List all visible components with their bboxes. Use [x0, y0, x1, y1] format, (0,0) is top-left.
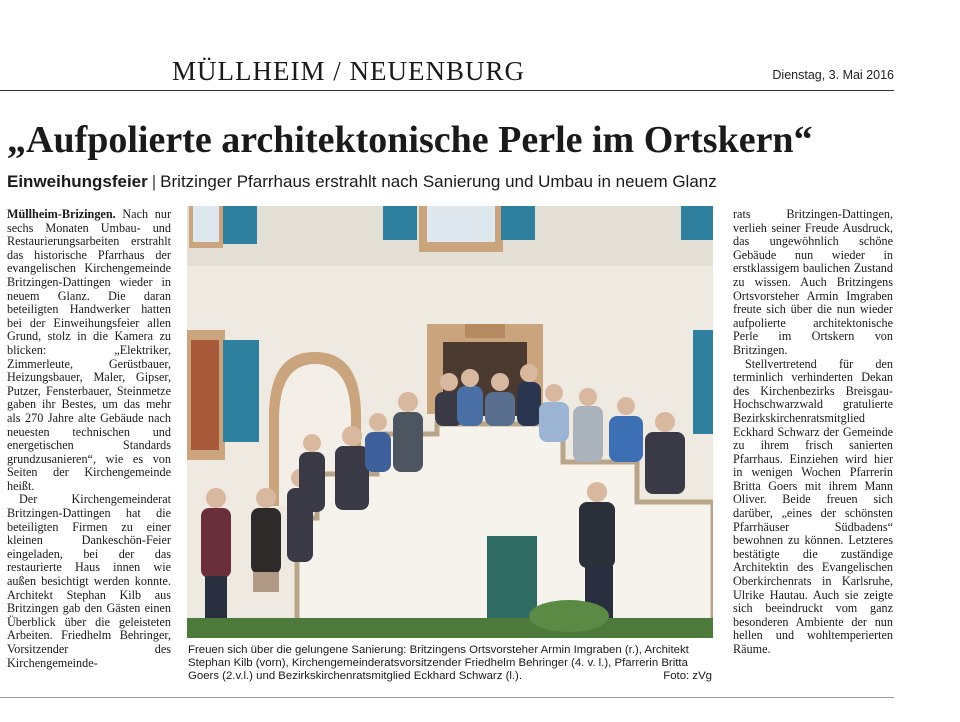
pfarrhaus-group-photo — [187, 206, 713, 638]
subheadline: Britzinger Pfarrhaus erstrahlt nach Sanierung und Umbau in neuem Glanz — [160, 172, 717, 191]
caption-text: Freuen sich über die gelungene Sanierung: Britzingens Ortsvorsteher Armin Imgraben (r.), Architekt Stephan Kilb (vorn), Kirchengemeinderatsvorsitzender Friedhelm Behringer (4. v. l.), Pfarrerin Britta Goers (2.v.l.) und Bezirkskirchenratsmitglied Eckhard Schwarz (l.). — [188, 644, 689, 682]
left-paragraph-1: Nach nur sechs Monaten Umbau- und Restaurierungsarbeiten erstrahlt das historische Pfarrhaus der evangelischen Kirchengemeinde Britzingen-Dattingen wieder in neuem Glanz. Die daran beteiligten Handwerker hatten bei der Einweihungsfeier allen Grund, stolz in die Kamera zu blicken: „Elektriker, Zimmerleute, Gerüstbauer, Heizungsbauer, Maler, Gipser, Putzer, Fensterbauer, Steinmetze gaben ihr Bestes, um das mehr als 270 Jahre alte Gebäude nach neuesten technischen und energetischen Standards grundzusanieren“, wie es von Seiten der Kirchengemeinde heißt. — [7, 207, 171, 493]
article-right-column — [733, 208, 893, 657]
right-paragraph-1: rats Britzingen-Dattingen, verlieh seiner Freude Ausdruck, das ungewöhnlich schöne Gebäude nun wieder in erstklassigem baulichen Zustand zu wissen. Auch Britzingens Ortsvorsteher Armin Imgraben freute sich über die nun wieder aufpolierte architektonische Perle im Ortskern von Britzingen. — [733, 207, 893, 357]
subhead-separator: | — [151, 172, 157, 191]
article-left-column — [7, 208, 171, 670]
header-rule — [0, 90, 894, 91]
dateline: Müllheim-Brizingen. — [7, 207, 116, 221]
left-paragraph-2: Der Kirchengemeinderat Britzingen-Dattingen hat die beteiligten Firmen zu einer kleinen Dankeschön-Feier eingeladen, bei der das restaurierte Haus innen wie außen besichtigt werden konnte. Architekt Stephan Kilb aus Britzingen gab den Gästen einen Überblick über die geleisteten Arbeiten. Friedhelm Behringer, Vorsitzender des Kirchengemeinde- — [7, 492, 171, 670]
photo-caption — [188, 644, 712, 683]
kicker: Einweihungsfeier — [7, 172, 148, 191]
right-paragraph-2: Stellvertretend für den terminlich verhinderten Dekan des Kirchenbezirks Breisgau-Hochschwarzwald gratulierte Bezirkskirchenratsmitglied Eckhard Schwarz der Gemeinde zu ihrem frisch sanierten Pfarrhaus. Einziehen wird hier in wenigen Wochen Pfarrerin Britta Goers mit ihrem Mann Oliver. Beide freuen sich darüber, „eines der schönsten Pfarrhäuser Südbadens“ bewohnen zu können. Letzteres bestätigte die zuständige Architektin des Evangelischen Oberkirchenrats in Karlsruhe, Ulrike Hautau. Auch sie zeigte sich beeindruckt vom ganz besonderen Ambiente der nun hellen und wohltemperierten Räume. — [733, 356, 893, 656]
section-title: MÜLLHEIM / NEUENBURG — [172, 56, 525, 86]
article-photo — [187, 206, 713, 638]
subheadline-row — [7, 172, 717, 192]
footer-rule — [0, 697, 894, 698]
photo-credit: Foto: zVg — [663, 670, 712, 682]
publication-date: Dienstag, 3. Mai 2016 — [772, 68, 894, 82]
headline: „Aufpolierte architektonische Perle im Ortskern“ — [7, 119, 813, 161]
